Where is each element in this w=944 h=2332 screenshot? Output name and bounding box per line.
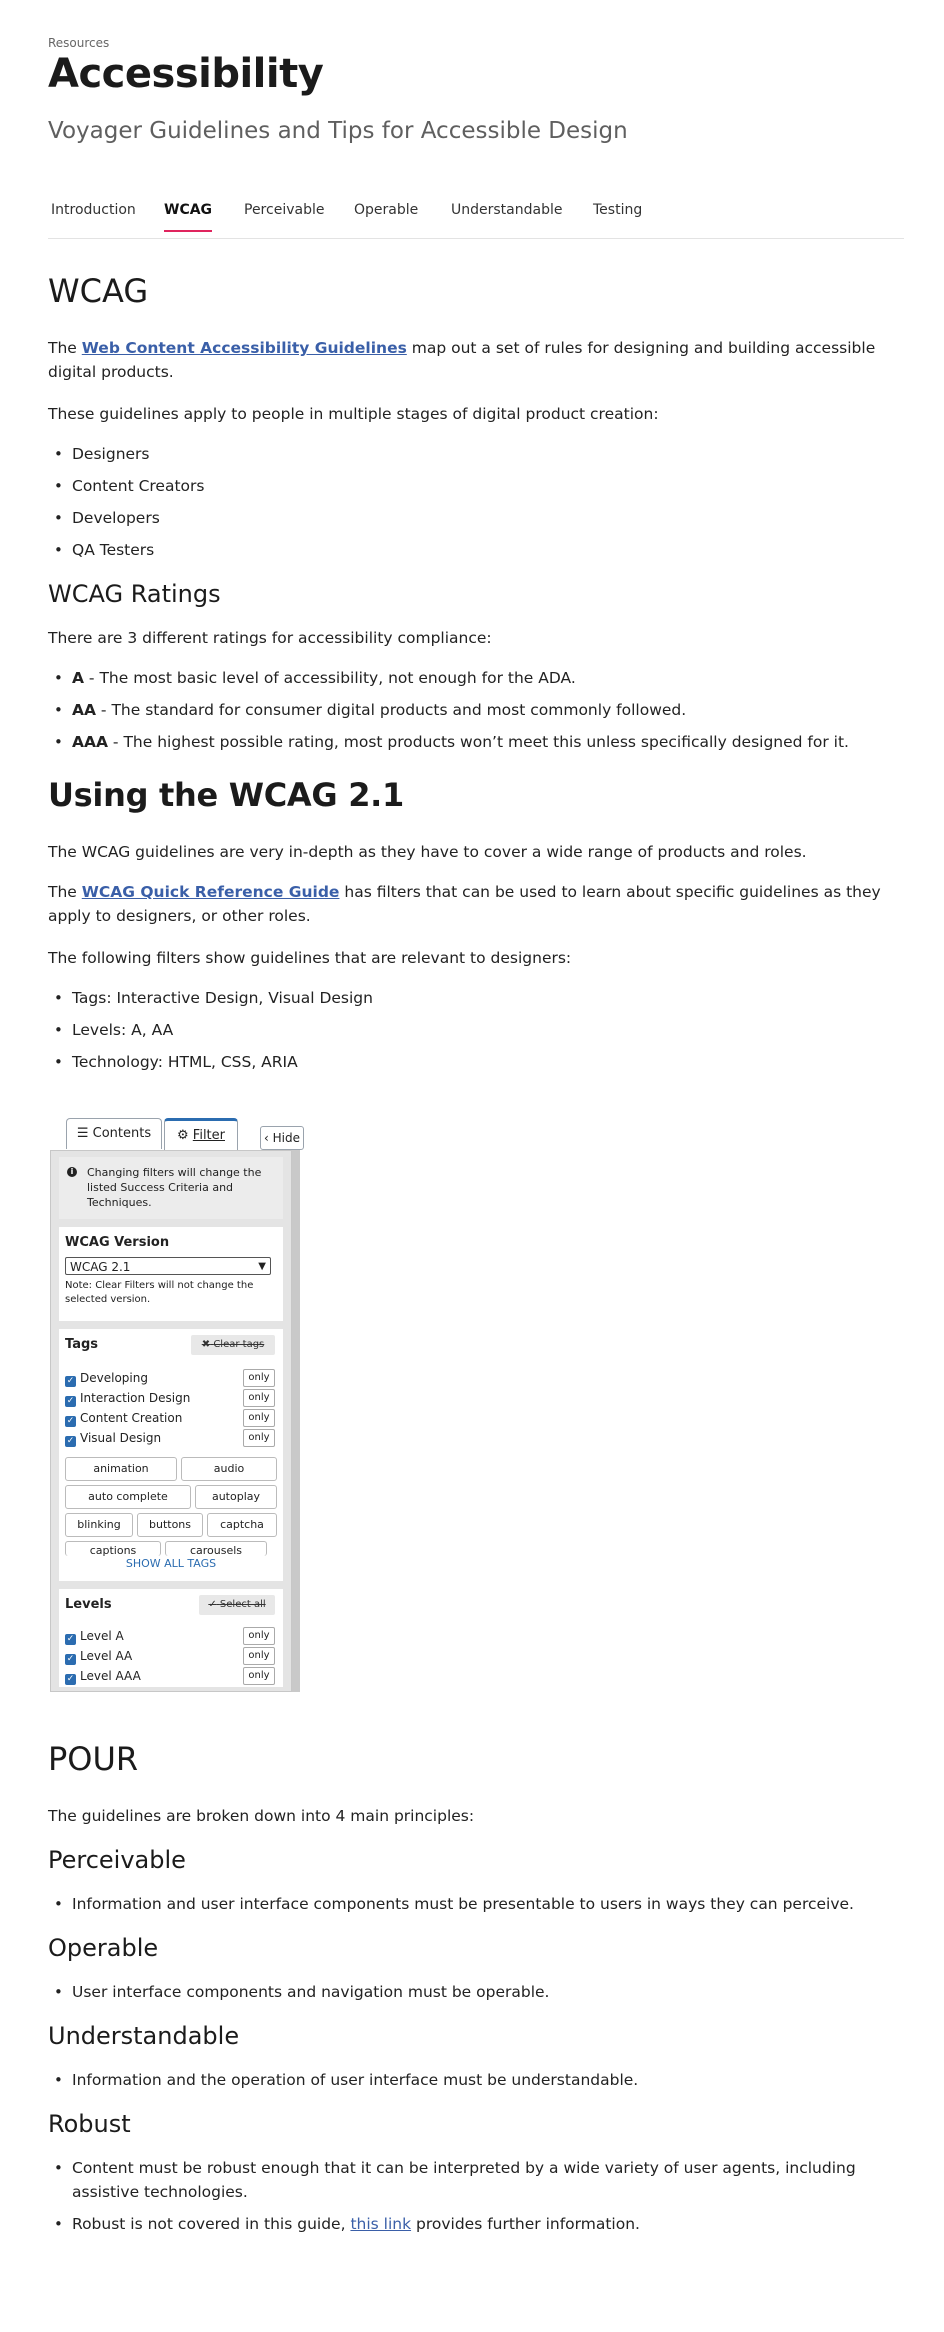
list-icon: ☰ <box>76 1126 89 1141</box>
tag-chip: autoplay <box>195 1485 277 1509</box>
tag-chip: carousels <box>165 1541 267 1556</box>
clear-tags-button <box>191 1335 275 1355</box>
wcag-version-box <box>59 1227 283 1321</box>
panel-scrollbar <box>292 1150 300 1692</box>
only-button: only <box>243 1647 275 1665</box>
list-item: • Levels: A, AA <box>72 1018 904 1042</box>
chevron-down-icon: ▼ <box>258 1261 266 1272</box>
rating-level: AAA <box>72 733 108 751</box>
only-button: only <box>243 1389 275 1407</box>
rating-text: - The most basic level of accessibility, not enough for the ADA. <box>84 669 576 687</box>
operable-heading: Operable <box>48 1934 159 1962</box>
tag-label: Developing <box>80 1371 148 1385</box>
using-p1: The WCAG guidelines are very in-depth as they have to cover a wide range of products and roles. <box>48 843 807 861</box>
pour-intro: The guidelines are broken down into 4 main principles: <box>48 1807 475 1825</box>
level-label: Level AAA <box>80 1669 141 1683</box>
wcag-intro-prefix: The <box>48 339 82 357</box>
tag-chip: auto complete <box>65 1485 191 1509</box>
tag-chip: buttons <box>137 1513 203 1537</box>
list-item: • Content must be robust enough that it can be interpreted by a wide variety of user agents, including assistive technologies. <box>72 2156 904 2204</box>
tag-checkbox-row <box>65 1409 275 1427</box>
wcag-guidelines-link[interactable]: Web Content Accessibility Guidelines <box>81 339 407 357</box>
list-item: • Content Creators <box>72 474 904 498</box>
using-p3: The following filters show guidelines that are relevant to designers: <box>48 949 572 967</box>
only-button: only <box>243 1369 275 1387</box>
rating-text: - The highest possible rating, most products won’t meet this unless specifically designed for it. <box>108 733 849 751</box>
level-checkbox-row <box>65 1667 275 1685</box>
only-button: only <box>243 1627 275 1645</box>
wcag-apply-text: These guidelines apply to people in multiple stages of digital product creation: <box>48 405 659 423</box>
only-button: only <box>243 1667 275 1685</box>
tag-chip: audio <box>181 1457 277 1481</box>
level-label: Level AA <box>80 1649 133 1663</box>
hide-button <box>260 1126 304 1150</box>
list-item: • Tags: Interactive Design, Visual Design <box>72 986 904 1010</box>
list-item: • Information and user interface components must be presentable to users in ways they can perceive. <box>72 1892 904 1916</box>
list-item: • User interface components and navigation must be operable. <box>72 1980 904 2004</box>
tag-checkbox-row <box>65 1369 275 1387</box>
filter-panel-screenshot <box>48 1108 302 1692</box>
checkbox-checked-icon: ✓ <box>66 1654 75 1664</box>
contents-tab <box>66 1118 162 1149</box>
tag-chip: blinking <box>65 1513 133 1537</box>
gear-icon: ⚙ <box>177 1128 189 1143</box>
tab-introduction[interactable]: Introduction <box>51 202 136 218</box>
select-all-label: Select all <box>219 1599 266 1610</box>
robust-item2-prefix: Robust is not covered in this guide, <box>72 2215 351 2233</box>
rating-item <box>72 730 904 754</box>
using-p2-prefix: The <box>48 883 82 901</box>
further-info-link[interactable]: this link <box>350 2215 412 2233</box>
info-icon: i <box>67 1167 77 1177</box>
checkbox-checked-icon: ✓ <box>66 1634 75 1644</box>
wcag-ratings-intro: There are 3 different ratings for accessibility compliance: <box>48 629 492 647</box>
chevron-left-icon: ‹ <box>264 1131 269 1145</box>
rating-level: A <box>72 669 84 687</box>
perceivable-heading: Perceivable <box>48 1846 186 1874</box>
wcag-heading: WCAG <box>48 272 149 310</box>
rating-level: AA <box>72 701 96 719</box>
checkbox-checked-icon: ✓ <box>66 1396 75 1406</box>
using-p2 <box>48 880 904 928</box>
list-item: • Developers <box>72 506 904 530</box>
show-all-tags-link: SHOW ALL TAGS <box>125 1557 217 1570</box>
tag-label: Content Creation <box>80 1411 183 1425</box>
only-button: only <box>243 1429 275 1447</box>
rating-item <box>72 666 904 690</box>
robust-heading: Robust <box>48 2110 131 2138</box>
filter-panel-body <box>50 1150 292 1692</box>
levels-box <box>59 1589 283 1687</box>
only-button: only <box>243 1409 275 1427</box>
rating-item <box>72 698 904 722</box>
checkbox-checked-icon: ✓ <box>66 1436 75 1446</box>
filter-tab-label: Filter <box>192 1128 225 1143</box>
wcag-intro <box>48 336 904 384</box>
filter-tab <box>164 1118 238 1151</box>
check-icon: ✓ <box>208 1599 217 1610</box>
levels-title: Levels <box>65 1597 112 1612</box>
hide-label: Hide <box>272 1131 300 1145</box>
notice-text: Changing filters will change the listed Success Criteria and Techniques. <box>87 1166 262 1209</box>
tab-wcag[interactable]: WCAG <box>164 202 212 232</box>
tag-checkbox-row <box>65 1389 275 1407</box>
tab-understandable[interactable]: Understandable <box>451 202 563 218</box>
section-tabs <box>48 190 904 239</box>
breadcrumb: Resources <box>48 36 110 50</box>
tag-checkbox-row <box>65 1429 275 1447</box>
page-title: Accessibility <box>48 51 324 97</box>
list-item: • Information and the operation of user interface must be understandable. <box>72 2068 904 2092</box>
version-title: WCAG Version <box>65 1235 170 1250</box>
using-wcag-heading: Using the WCAG 2.1 <box>48 776 404 814</box>
contents-tab-label: Contents <box>92 1126 152 1141</box>
page-subtitle: Voyager Guidelines and Tips for Accessible Design <box>48 118 628 144</box>
tag-chip: animation <box>65 1457 177 1481</box>
tab-perceivable[interactable]: Perceivable <box>244 202 325 218</box>
using-p2-suffix: has filters that can be used to learn about specific guidelines as they apply to designers, or other roles. <box>48 883 881 925</box>
list-item: • QA Testers <box>72 538 904 562</box>
level-label: Level A <box>80 1629 124 1643</box>
pour-heading: POUR <box>48 1740 139 1778</box>
version-select <box>65 1257 271 1275</box>
filter-notice <box>59 1157 283 1219</box>
rating-text: - The standard for consumer digital products and most commonly followed. <box>96 701 687 719</box>
version-note: Note: Clear Filters will not change the selected version. <box>65 1280 254 1305</box>
list-item: • Designers <box>72 442 904 466</box>
checkbox-checked-icon: ✓ <box>66 1416 75 1426</box>
robust-item2-suffix: provides further information. <box>411 2215 640 2233</box>
list-item: • Technology: HTML, CSS, ARIA <box>72 1050 904 1074</box>
quick-reference-link[interactable]: WCAG Quick Reference Guide <box>81 883 340 901</box>
wcag-ratings-heading: WCAG Ratings <box>48 580 221 608</box>
tag-chip: captions <box>65 1541 161 1556</box>
close-icon: ✖ <box>201 1339 211 1350</box>
understandable-heading: Understandable <box>48 2022 240 2050</box>
level-checkbox-row <box>65 1647 275 1665</box>
tag-chip: captcha <box>207 1513 277 1537</box>
version-value: WCAG 2.1 <box>70 1260 131 1274</box>
select-all-button <box>199 1595 275 1615</box>
list-item <box>72 2212 904 2236</box>
wcag-intro-suffix: map out a set of rules for designing and building accessible digital products. <box>48 339 876 381</box>
tags-box <box>59 1329 283 1581</box>
checkbox-checked-icon: ✓ <box>66 1674 75 1684</box>
tab-testing[interactable]: Testing <box>593 202 643 218</box>
tab-operable[interactable]: Operable <box>354 202 419 218</box>
tags-title: Tags <box>65 1337 99 1352</box>
level-checkbox-row <box>65 1627 275 1645</box>
tag-label: Visual Design <box>80 1431 162 1445</box>
clear-tags-label: Clear tags <box>213 1339 265 1350</box>
tag-label: Interaction Design <box>80 1391 191 1405</box>
checkbox-checked-icon: ✓ <box>66 1376 75 1386</box>
